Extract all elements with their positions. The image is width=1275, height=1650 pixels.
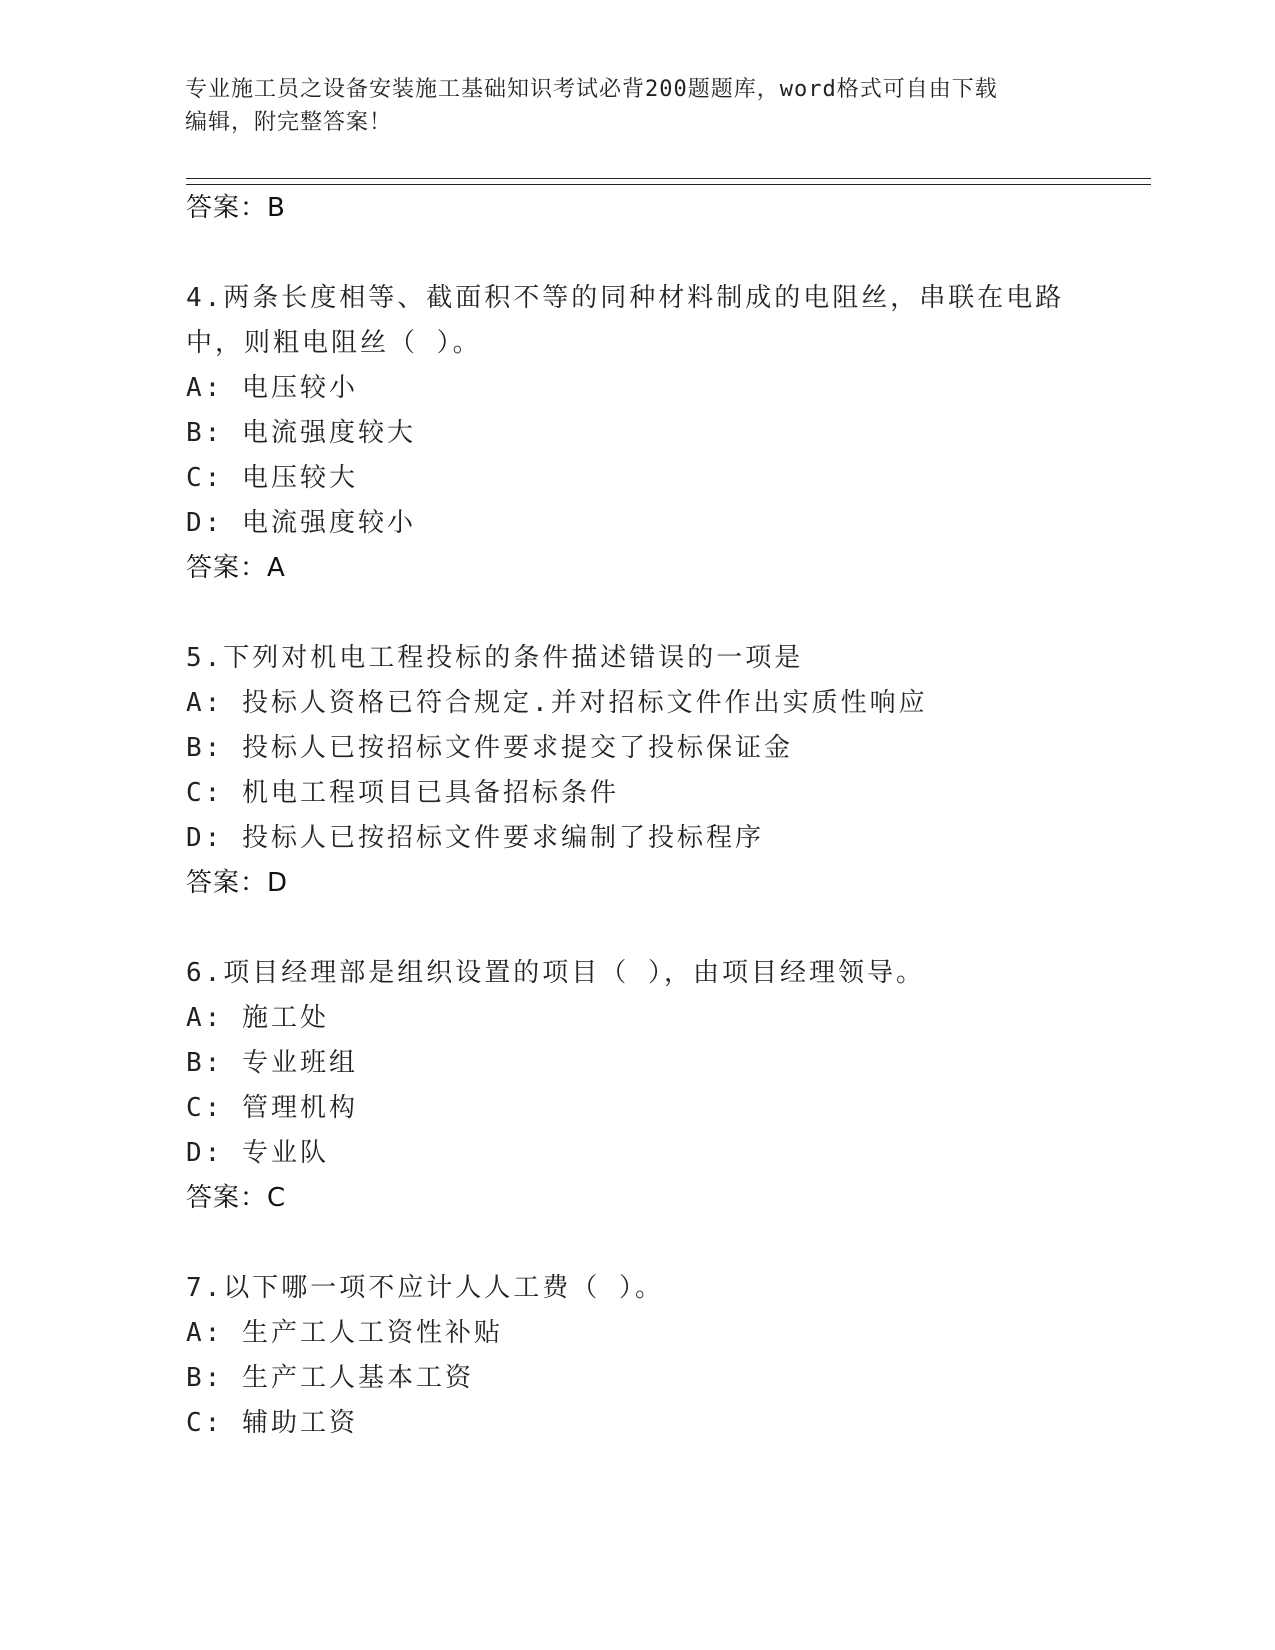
header-line-1: 专业施工员之设备安装施工基础知识考试必背200题题库，word格式可自由下载 [185, 77, 998, 102]
question-item [186, 276, 1106, 591]
option-a: A: 投标人资格已符合规定.并对招标文件作出实质性响应 [186, 688, 928, 718]
option-a: A: 生产工人工资性补贴 [186, 1318, 503, 1348]
question-item [186, 1266, 1106, 1446]
question-item [186, 636, 1106, 906]
question-stem: 6.项目经理部是组织设置的项目（ ），由项目经理领导。 [186, 958, 925, 988]
option-c: C: 辅助工资 [186, 1408, 358, 1438]
answer-line: 答案：A [186, 553, 286, 583]
question-list [186, 186, 1106, 1446]
question-item [186, 951, 1106, 1221]
option-d: D: 投标人已按招标文件要求编制了投标程序 [186, 823, 764, 853]
option-c: C: 管理机构 [186, 1093, 358, 1123]
question-stem: 7.以下哪一项不应计人人工费（ ）。 [186, 1273, 664, 1303]
header-divider [186, 178, 1151, 185]
question-stem: 4.两条长度相等、截面积不等的同种材料制成的电阻丝，串联在电路 [186, 283, 1065, 313]
answer-line: 答案：B [186, 193, 286, 223]
option-b: B: 生产工人基本工资 [186, 1363, 474, 1393]
option-a: A: 施工处 [186, 1003, 329, 1033]
option-c: C: 电压较大 [186, 463, 358, 493]
page-header [185, 73, 1085, 139]
option-c: C: 机电工程项目已具备招标条件 [186, 778, 619, 808]
answer-line: 答案：C [186, 1183, 287, 1213]
question-stem: 5.下列对机电工程投标的条件描述错误的一项是 [186, 643, 804, 673]
option-b: B: 电流强度较大 [186, 418, 416, 448]
answer-line: 答案：D [186, 868, 289, 898]
option-d: D: 专业队 [186, 1138, 329, 1168]
option-b: B: 专业班组 [186, 1048, 358, 1078]
option-a: A: 电压较小 [186, 373, 358, 403]
header-line-2: 编辑，附完整答案！ [185, 110, 393, 135]
question-stem-continued: 中，则粗电阻丝（ ）。 [186, 328, 482, 358]
option-b: B: 投标人已按招标文件要求提交了投标保证金 [186, 733, 793, 763]
option-d: D: 电流强度较小 [186, 508, 416, 538]
